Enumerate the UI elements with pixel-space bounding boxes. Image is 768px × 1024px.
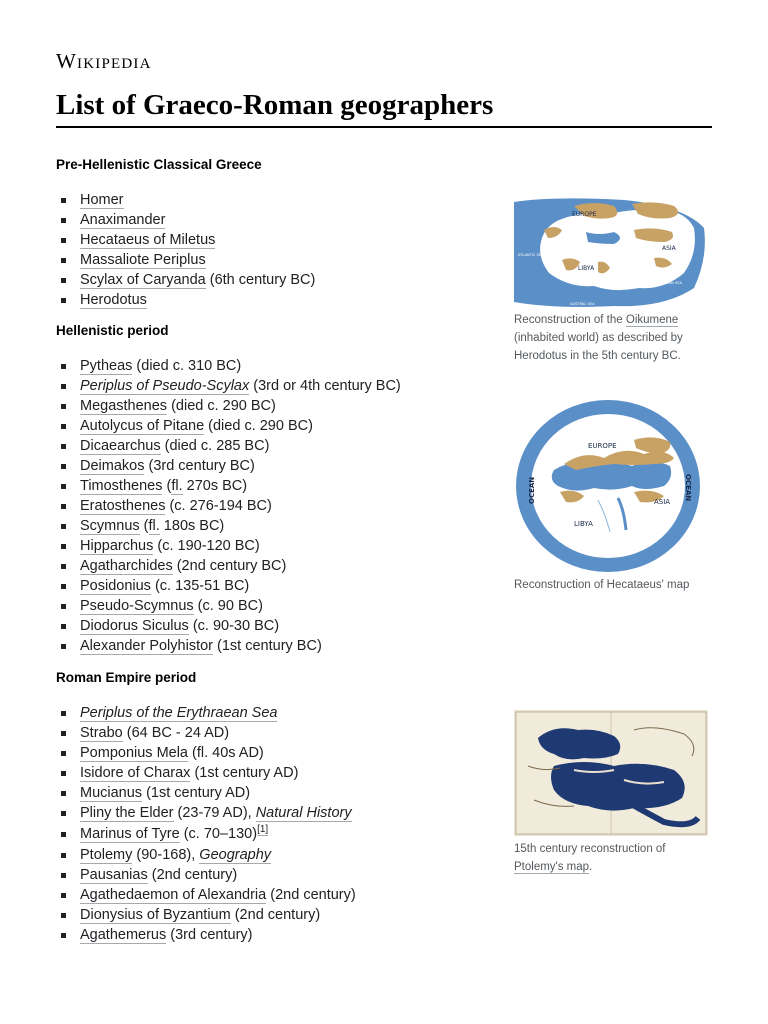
map-label-ocean-right: OCEAN	[684, 474, 692, 502]
list-item	[56, 636, 486, 656]
date-text: (1st century AD)	[142, 785, 251, 801]
bullet-icon	[61, 258, 66, 263]
date-text: (	[139, 518, 149, 534]
bullet-icon	[61, 811, 66, 816]
geographer-link[interactable]: Strabo	[80, 725, 123, 741]
geographer-link[interactable]: Eratosthenes	[80, 498, 166, 514]
bullet-icon	[61, 893, 66, 898]
caption-text: .	[589, 861, 593, 873]
bullet-icon	[61, 544, 66, 549]
date-text: (2nd century BC)	[172, 558, 287, 574]
bullet-icon	[61, 524, 66, 529]
list-item	[56, 376, 486, 396]
date-text: (90-168),	[132, 847, 200, 863]
bullet-icon	[61, 404, 66, 409]
bullet-icon	[61, 384, 66, 389]
list-item	[56, 270, 486, 290]
ptolemy-map-image[interactable]	[514, 710, 708, 836]
bullet-icon	[61, 853, 66, 858]
list-item	[56, 356, 486, 376]
geographer-link[interactable]: Scymnus	[80, 518, 140, 534]
bullet-icon	[61, 751, 66, 756]
bullet-icon	[61, 484, 66, 489]
citation-link[interactable]: [1]	[257, 824, 269, 835]
geographer-link[interactable]: Pausanias	[80, 867, 148, 883]
geographer-link[interactable]: Herodotus	[80, 292, 147, 308]
date-text: (1st century AD)	[190, 765, 299, 781]
figure-caption	[514, 311, 710, 365]
list-item	[56, 190, 486, 210]
list-item	[56, 476, 486, 496]
geographer-link[interactable]: Anaximander	[80, 212, 166, 228]
date-text: (3rd or 4th century BC)	[249, 378, 401, 394]
list-item	[56, 250, 486, 270]
date-text: (2nd century)	[147, 867, 238, 883]
map-label-erythraean: ERYTHRAEAN SEA	[650, 281, 683, 285]
geographer-link[interactable]: Homer	[80, 192, 124, 208]
date-text: (2nd century)	[230, 907, 321, 923]
date-text: (c. 276-194 BC)	[165, 498, 272, 514]
list-item	[56, 210, 486, 230]
section-roman-empire	[56, 669, 486, 945]
list-item	[56, 496, 486, 516]
geographer-link[interactable]: Pliny the Elder	[80, 805, 174, 821]
figure-herodotus-map	[514, 198, 710, 365]
list-item	[56, 865, 486, 885]
bullet-icon	[61, 364, 66, 369]
bullet-icon	[61, 218, 66, 223]
ptolemy-map-link[interactable]: Ptolemy's map	[514, 861, 590, 873]
geographer-link[interactable]: Megasthenes	[80, 398, 168, 414]
geographer-link[interactable]: Posidonius	[80, 578, 151, 594]
list-item	[56, 516, 486, 536]
list-item	[56, 416, 486, 436]
bullet-icon	[61, 604, 66, 609]
figure-ptolemy-map	[514, 710, 710, 876]
bullet-icon	[61, 564, 66, 569]
geographer-link[interactable]: Dicaearchus	[80, 438, 161, 454]
date-text: 180s BC)	[159, 518, 225, 534]
map-label-europe: EUROPE	[572, 211, 597, 218]
work-link[interactable]: Geography	[199, 847, 272, 863]
figure-caption	[514, 840, 710, 876]
geographer-link[interactable]: Pomponius Mela	[80, 745, 188, 761]
geographer-link[interactable]: Pytheas	[80, 358, 133, 374]
date-text: (died c. 290 BC)	[167, 398, 276, 414]
bullet-icon	[61, 298, 66, 303]
date-text: (3rd century)	[166, 927, 253, 943]
date-text: (	[162, 478, 172, 494]
bullet-icon	[61, 791, 66, 796]
geographer-link[interactable]: Deimakos	[80, 458, 145, 474]
list-item	[56, 576, 486, 596]
geographer-link[interactable]: Scylax of Caryanda	[80, 272, 206, 288]
list-item	[56, 290, 486, 310]
geographer-link[interactable]: Ptolemy	[80, 847, 133, 863]
list-item	[56, 743, 486, 763]
bullet-icon	[61, 711, 66, 716]
bullet-icon	[61, 198, 66, 203]
geographer-link[interactable]: Autolycus of Pitane	[80, 418, 205, 434]
list-item	[56, 925, 486, 945]
bullet-icon	[61, 771, 66, 776]
geographer-list	[56, 190, 486, 310]
section-heading: Hellenistic period	[56, 323, 169, 338]
work-link[interactable]: Periplus of the Erythraean Sea	[80, 705, 278, 721]
map-label-ocean-left: OCEAN	[528, 476, 536, 504]
date-text: (23-79 AD),	[173, 805, 256, 821]
geographer-link[interactable]: Alexander Polyhistor	[80, 638, 213, 654]
bullet-icon	[61, 832, 66, 837]
date-text: (c. 190-120 BC)	[153, 538, 260, 554]
floruit-link[interactable]: fl.	[148, 518, 160, 534]
figure-caption: Reconstruction of Hecataeus' map	[514, 579, 690, 591]
map-label-austral: AUSTRAL SEA	[570, 302, 595, 306]
date-text: (died c. 285 BC)	[160, 438, 270, 454]
list-item	[56, 556, 486, 576]
date-text: (2nd century)	[266, 887, 356, 903]
bullet-icon	[61, 584, 66, 589]
title-divider	[56, 126, 712, 128]
map-label-asia: ASIA	[662, 245, 676, 252]
section-hellenistic	[56, 322, 486, 656]
list-item	[56, 436, 486, 456]
bullet-icon	[61, 933, 66, 938]
geographer-link[interactable]: Diodorus Siculus	[80, 618, 189, 634]
list-item	[56, 596, 486, 616]
bullet-icon	[61, 644, 66, 649]
list-item	[56, 456, 486, 476]
bullet-icon	[61, 504, 66, 509]
geographer-link[interactable]: Hecataeus of Miletus	[80, 232, 216, 248]
figure-hecataeus-map	[514, 400, 710, 594]
bullet-icon	[61, 444, 66, 449]
caption-text: Reconstruction of the	[514, 314, 626, 326]
list-item	[56, 230, 486, 250]
date-text: (c. 70–130)	[179, 826, 258, 842]
geographer-link[interactable]: Hipparchus	[80, 538, 154, 554]
bullet-icon	[61, 913, 66, 918]
bullet-icon	[61, 873, 66, 878]
geographer-link[interactable]: Pseudo-Scymnus	[80, 598, 194, 614]
date-text: (fl. 40s AD)	[188, 745, 264, 761]
map-label-libya: LIBYA	[578, 265, 595, 272]
work-link[interactable]: Periplus of Pseudo-Scylax	[80, 378, 250, 394]
geographer-link[interactable]: Agathemerus	[80, 927, 167, 943]
list-item	[56, 783, 486, 803]
list-item	[56, 823, 486, 845]
section-pre-hellenistic	[56, 156, 486, 310]
wikipedia-logo[interactable]: Wikipedia	[56, 49, 152, 73]
work-link[interactable]: Natural History	[255, 805, 352, 821]
bullet-icon	[61, 731, 66, 736]
date-text: (c. 90-30 BC)	[188, 618, 280, 634]
list-item	[56, 803, 486, 823]
list-item	[56, 536, 486, 556]
geographer-link[interactable]: Isidore of Charax	[80, 765, 191, 781]
geographer-list	[56, 356, 486, 656]
hecataeus-map-image[interactable]	[514, 400, 708, 572]
date-text: (died c. 290 BC)	[204, 418, 313, 434]
geographer-link[interactable]: Timosthenes	[80, 478, 163, 494]
bullet-icon	[61, 424, 66, 429]
list-item	[56, 885, 486, 905]
geographer-link[interactable]: Marinus of Tyre	[80, 826, 180, 842]
list-item	[56, 396, 486, 416]
section-heading: Pre-Hellenistic Classical Greece	[56, 157, 262, 172]
geographer-link[interactable]: Massaliote Periplus	[80, 252, 206, 268]
list-item	[56, 723, 486, 743]
geographer-list	[56, 703, 486, 945]
bullet-icon	[61, 278, 66, 283]
caption-text: 15th century reconstruction of	[514, 843, 666, 855]
herodotus-map-image[interactable]	[514, 198, 708, 309]
page-title: List of Graeco-Roman geographers	[56, 89, 494, 121]
map-label-europe: EUROPE	[588, 442, 617, 450]
date-text: (c. 90 BC)	[193, 598, 263, 614]
date-text: 270s BC)	[182, 478, 248, 494]
bullet-icon	[61, 464, 66, 469]
map-label-asia: ASIA	[654, 498, 671, 506]
list-item	[56, 905, 486, 925]
bullet-icon	[61, 624, 66, 629]
list-item	[56, 703, 486, 723]
bullet-icon	[61, 238, 66, 243]
date-text: (6th century BC)	[205, 272, 316, 288]
list-item	[56, 845, 486, 865]
caption-text: (inhabited world) as described by Herodotus in the 5th century BC.	[514, 332, 683, 362]
geographer-link[interactable]: Agatharchides	[80, 558, 173, 574]
map-label-atlantic: ATLANTIC SEA	[518, 253, 544, 257]
list-item	[56, 763, 486, 783]
geographer-link[interactable]: Agathedaemon of Alexandria	[80, 887, 267, 903]
date-text: (died c. 310 BC)	[132, 358, 242, 374]
map-label-libya: LIBYA	[574, 520, 593, 528]
list-item	[56, 616, 486, 636]
oikumene-link[interactable]: Oikumene	[625, 314, 679, 326]
date-text: (c. 135-51 BC)	[150, 578, 250, 594]
section-heading: Roman Empire period	[56, 670, 197, 685]
date-text: (1st century BC)	[213, 638, 322, 654]
geographer-link[interactable]: Mucianus	[80, 785, 143, 801]
floruit-link[interactable]: fl.	[171, 478, 183, 494]
date-text: (64 BC - 24 AD)	[122, 725, 230, 741]
geographer-link[interactable]: Dionysius of Byzantium	[80, 907, 231, 923]
date-text: (3rd century BC)	[144, 458, 255, 474]
